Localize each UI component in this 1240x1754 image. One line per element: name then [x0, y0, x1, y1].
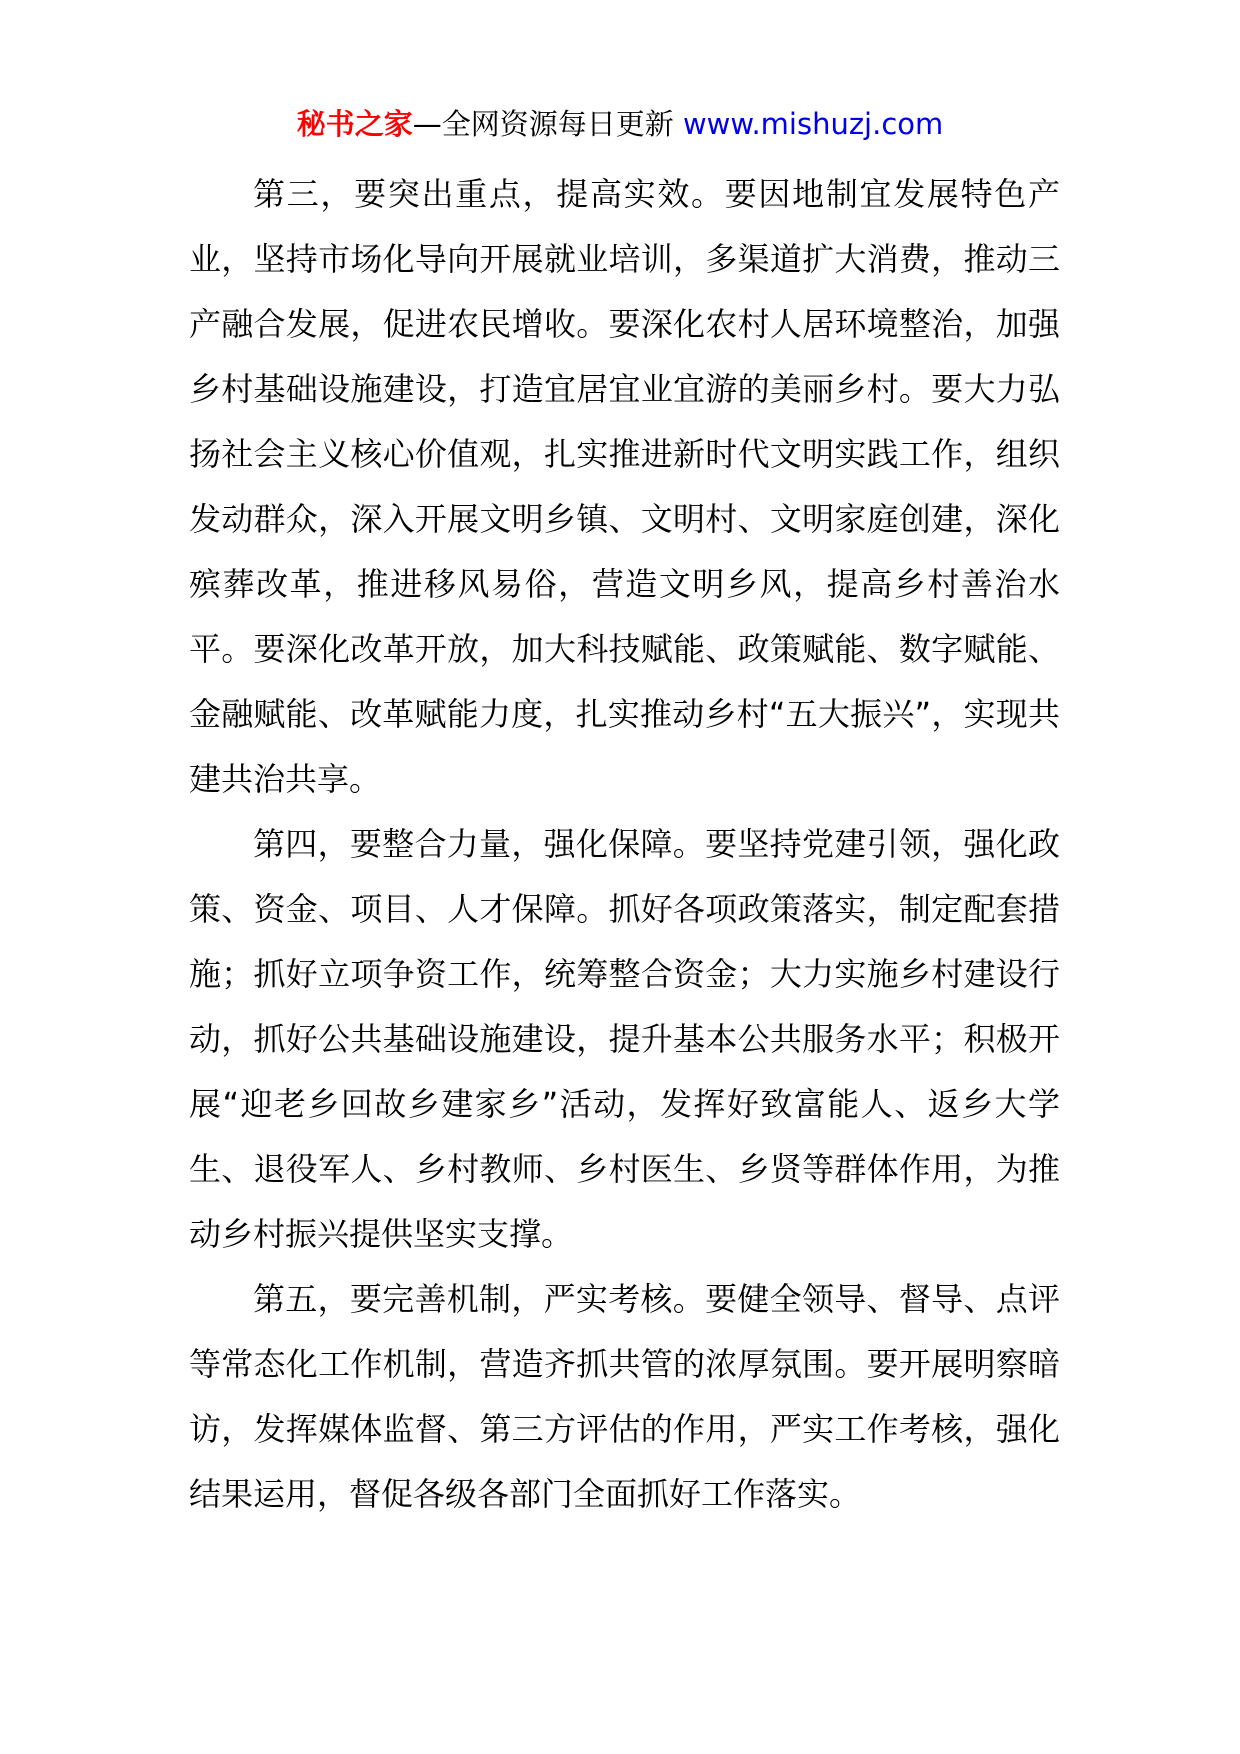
website-link[interactable]: www.mishuzj.com	[682, 107, 944, 141]
page-header	[0, 104, 1240, 144]
document-body	[189, 162, 1060, 1527]
brand-name: 秘书之家	[296, 107, 413, 141]
paragraph-fourth: 第四，要整合力量，强化保障。要坚持党建引领，强化政策、资金、项目、人才保障。抓好各项政策落实，制定配套措施；抓好立项争资工作，统筹整合资金；大力实施乡村建设行动，抓好公共基础设施建设，提升基本公共服务水平；积极开展“迎老乡回故乡建家乡”活动，发挥好致富能人、返乡大学生、退役军人、乡村教师、乡村医生、乡贤等群体作用，为推动乡村振兴提供坚实支撑。	[189, 825, 1060, 1253]
header-tagline: —全网资源每日更新	[412, 107, 683, 141]
paragraph-fifth: 第五，要完善机制，严实考核。要健全领导、督导、点评等常态化工作机制，营造齐抓共管的浓厚氛围。要开展明察暗访，发挥媒体监督、第三方评估的作用，严实工作考核，强化结果运用，督促各级各部门全面抓好工作落实。	[189, 1280, 1060, 1513]
paragraph-third: 第三，要突出重点，提高实效。要因地制宜发展特色产业，坚持市场化导向开展就业培训，多渠道扩大消费，推动三产融合发展，促进农民增收。要深化农村人居环境整治，加强乡村基础设施建设，打造宜居宜业宜游的美丽乡村。要大力弘扬社会主义核心价值观，扎实推进新时代文明实践工作，组织发动群众，深入开展文明乡镇、文明村、文明家庭创建，深化殡葬改革，推进移风易俗，营造文明乡风，提高乡村善治水平。要深化改革开放，加大科技赋能、政策赋能、数字赋能、金融赋能、改革赋能力度，扎实推动乡村“五大振兴”，实现共建共治共享。	[189, 175, 1060, 798]
